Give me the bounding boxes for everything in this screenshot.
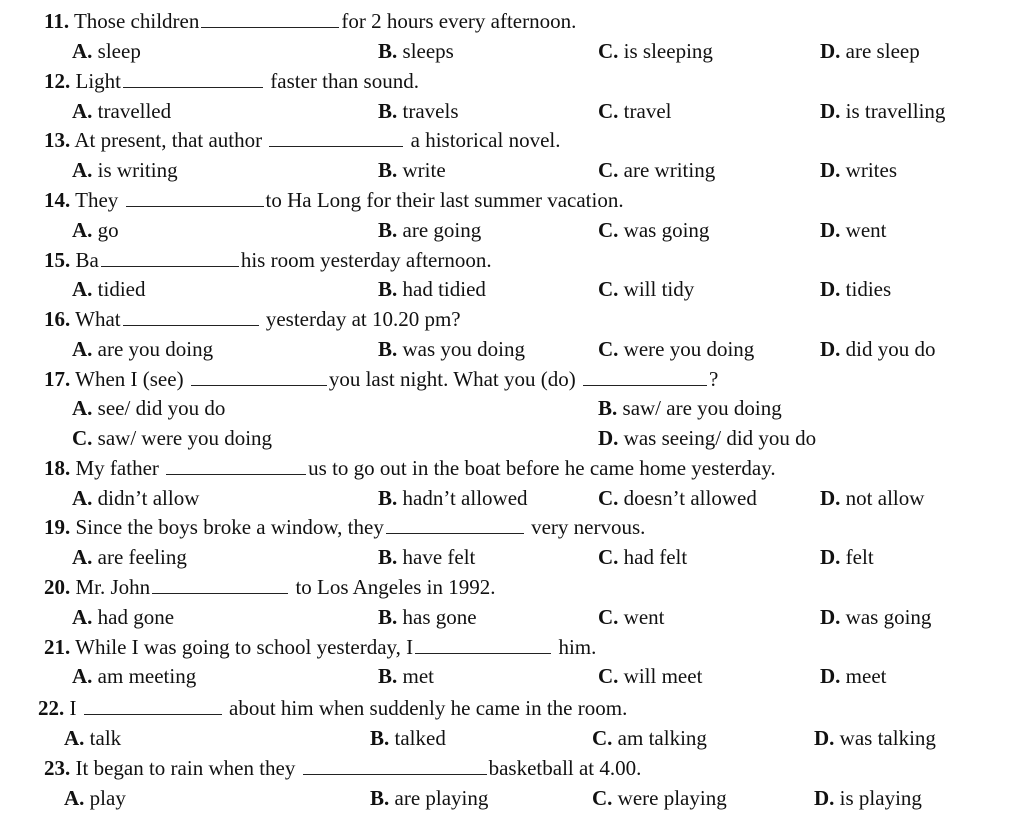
question-15 bbox=[0, 245, 1024, 275]
options-11 bbox=[0, 36, 1024, 66]
option-b: B. have felt bbox=[378, 545, 476, 569]
question-18 bbox=[0, 453, 1024, 483]
option-c: C. went bbox=[598, 605, 665, 629]
stem-text-after: basketball at 4.00. bbox=[488, 756, 642, 780]
question-number: 19. bbox=[44, 515, 71, 539]
question-number: 22. bbox=[38, 696, 65, 720]
stem-text-after: yesterday at 10.20 pm? bbox=[265, 307, 461, 331]
answer-blank bbox=[84, 694, 222, 715]
options-19 bbox=[0, 542, 1024, 572]
stem-text-before: Light bbox=[75, 69, 121, 93]
stem-text-after: ? bbox=[708, 367, 719, 391]
option-b: B. travels bbox=[378, 99, 459, 123]
stem-text-before: It began to rain when they bbox=[75, 756, 296, 780]
stem-text-before: Ba bbox=[75, 248, 99, 272]
option-d: D. felt bbox=[820, 545, 874, 569]
option-a: A. are feeling bbox=[72, 545, 187, 569]
stem-text-before: My father bbox=[75, 456, 159, 480]
option-c: C. saw/ were you doing bbox=[72, 426, 273, 450]
options-22 bbox=[0, 723, 1024, 753]
answer-blank-1 bbox=[191, 365, 327, 386]
option-a: A. tidied bbox=[72, 277, 146, 301]
question-19 bbox=[0, 512, 1024, 542]
stem-text-after: to Los Angeles in 1992. bbox=[295, 575, 496, 599]
answer-blank bbox=[386, 513, 524, 534]
stem-text-after: him. bbox=[558, 635, 597, 659]
answer-blank-2 bbox=[583, 365, 707, 386]
cropped-top-line bbox=[0, 0, 1024, 2]
stem-text-after: about him when suddenly he came in the room. bbox=[229, 696, 628, 720]
stem-text-before: At present, that author bbox=[74, 128, 263, 152]
options-15 bbox=[0, 274, 1024, 304]
option-d: D. is playing bbox=[814, 786, 922, 810]
question-23 bbox=[0, 753, 1024, 783]
option-c: C. is sleeping bbox=[598, 39, 713, 63]
option-b: B. hadn’t allowed bbox=[378, 486, 528, 510]
option-d: D. was seeing/ did you do bbox=[598, 426, 817, 450]
option-c: C. doesn’t allowed bbox=[598, 486, 757, 510]
option-d: D. is travelling bbox=[820, 99, 946, 123]
option-c: C. will meet bbox=[598, 664, 703, 688]
option-a: A. am meeting bbox=[72, 664, 197, 688]
option-a: A. see/ did you do bbox=[72, 396, 226, 420]
question-stem bbox=[44, 304, 461, 334]
option-b: B. sleeps bbox=[378, 39, 454, 63]
stem-text-after: for 2 hours every afternoon. bbox=[341, 9, 577, 33]
question-stem bbox=[44, 364, 718, 394]
options-23 bbox=[0, 783, 1024, 813]
answer-blank bbox=[415, 633, 551, 654]
option-a: A. play bbox=[64, 786, 126, 810]
stem-text-before: Since the boys broke a window, they bbox=[75, 515, 384, 539]
question-stem bbox=[44, 753, 641, 783]
stem-text-before: I bbox=[69, 696, 77, 720]
stem-text-after: his room yesterday afternoon. bbox=[240, 248, 492, 272]
question-stem bbox=[38, 693, 627, 723]
option-a: A. had gone bbox=[72, 605, 175, 629]
options-18 bbox=[0, 483, 1024, 513]
options-17-row-1 bbox=[0, 393, 1024, 423]
question-stem bbox=[44, 125, 561, 155]
options-21 bbox=[0, 661, 1024, 691]
question-stem bbox=[44, 66, 419, 96]
answer-blank bbox=[303, 754, 487, 775]
option-b: B. write bbox=[378, 158, 446, 182]
option-c: C. were you doing bbox=[598, 337, 755, 361]
option-b: B. had tidied bbox=[378, 277, 486, 301]
option-c: C. are writing bbox=[598, 158, 716, 182]
stem-text-before: While I was going to school yesterday, I bbox=[75, 635, 414, 659]
option-d: D. not allow bbox=[820, 486, 925, 510]
question-stem bbox=[44, 632, 596, 662]
option-d: D. was going bbox=[820, 605, 932, 629]
question-stem bbox=[44, 512, 645, 542]
question-12 bbox=[0, 66, 1024, 96]
option-b: B. has gone bbox=[378, 605, 477, 629]
question-number: 17. bbox=[44, 367, 71, 391]
stem-text-before: What bbox=[75, 307, 121, 331]
question-20 bbox=[0, 572, 1024, 602]
question-22 bbox=[0, 693, 1024, 723]
option-a: A. didn’t allow bbox=[72, 486, 200, 510]
stem-text-before: When I (see) bbox=[75, 367, 184, 391]
option-b: B. are playing bbox=[370, 786, 489, 810]
option-c: C. am talking bbox=[592, 726, 707, 750]
question-number: 23. bbox=[44, 756, 71, 780]
option-c: C. were playing bbox=[592, 786, 727, 810]
question-number: 14. bbox=[44, 188, 71, 212]
option-b: B. are going bbox=[378, 218, 482, 242]
question-14 bbox=[0, 185, 1024, 215]
question-number: 15. bbox=[44, 248, 71, 272]
answer-blank bbox=[101, 246, 239, 267]
options-13 bbox=[0, 155, 1024, 185]
option-b: B. talked bbox=[370, 726, 446, 750]
question-21 bbox=[0, 632, 1024, 662]
option-a: A. go bbox=[72, 218, 119, 242]
question-stem bbox=[44, 185, 624, 215]
question-17 bbox=[0, 364, 1024, 394]
stem-text-middle: you last night. What you (do) bbox=[328, 367, 576, 391]
question-number: 20. bbox=[44, 575, 71, 599]
question-11 bbox=[0, 6, 1024, 36]
options-16 bbox=[0, 334, 1024, 364]
option-c: C. will tidy bbox=[598, 277, 695, 301]
question-stem bbox=[44, 453, 776, 483]
stem-text-after: faster than sound. bbox=[270, 69, 419, 93]
option-d: D. meet bbox=[820, 664, 887, 688]
question-number: 16. bbox=[44, 307, 71, 331]
stem-text-after: a historical novel. bbox=[410, 128, 561, 152]
question-13 bbox=[0, 125, 1024, 155]
answer-blank bbox=[123, 305, 259, 326]
option-b: B. was you doing bbox=[378, 337, 526, 361]
option-d: D. writes bbox=[820, 158, 897, 182]
stem-text-after: very nervous. bbox=[531, 515, 646, 539]
options-17-row-2 bbox=[0, 423, 1024, 453]
question-number: 21. bbox=[44, 635, 71, 659]
option-c: C. travel bbox=[598, 99, 672, 123]
option-d: D. are sleep bbox=[820, 39, 920, 63]
question-number: 11. bbox=[44, 9, 70, 33]
stem-text-after: us to go out in the boat before he came home yesterday. bbox=[308, 456, 776, 480]
answer-blank bbox=[152, 573, 288, 594]
option-d: D. did you do bbox=[820, 337, 936, 361]
stem-text-after: to Ha Long for their last summer vacation. bbox=[265, 188, 624, 212]
option-c: C. had felt bbox=[598, 545, 688, 569]
stem-text-before: They bbox=[75, 188, 119, 212]
option-a: A. sleep bbox=[72, 39, 141, 63]
answer-blank bbox=[123, 67, 263, 88]
options-12 bbox=[0, 96, 1024, 126]
option-b: B. saw/ are you doing bbox=[598, 396, 782, 420]
stem-text-before: Those children bbox=[73, 9, 200, 33]
options-14 bbox=[0, 215, 1024, 245]
answer-blank bbox=[166, 454, 306, 475]
option-d: D. tidies bbox=[820, 277, 892, 301]
question-16 bbox=[0, 304, 1024, 334]
option-d: D. was talking bbox=[814, 726, 936, 750]
question-stem bbox=[44, 6, 576, 36]
question-number: 18. bbox=[44, 456, 71, 480]
option-a: A. are you doing bbox=[72, 337, 214, 361]
question-stem bbox=[44, 245, 492, 275]
answer-blank bbox=[126, 186, 264, 207]
option-c: C. was going bbox=[598, 218, 710, 242]
stem-text-before: Mr. John bbox=[75, 575, 151, 599]
answer-blank bbox=[269, 126, 403, 147]
option-a: A. talk bbox=[64, 726, 122, 750]
option-d: D. went bbox=[820, 218, 887, 242]
answer-blank bbox=[201, 7, 339, 28]
option-a: A. travelled bbox=[72, 99, 172, 123]
option-b: B. met bbox=[378, 664, 435, 688]
options-20 bbox=[0, 602, 1024, 632]
option-a: A. is writing bbox=[72, 158, 178, 182]
question-number: 12. bbox=[44, 69, 71, 93]
question-number: 13. bbox=[44, 128, 71, 152]
question-stem bbox=[44, 572, 496, 602]
